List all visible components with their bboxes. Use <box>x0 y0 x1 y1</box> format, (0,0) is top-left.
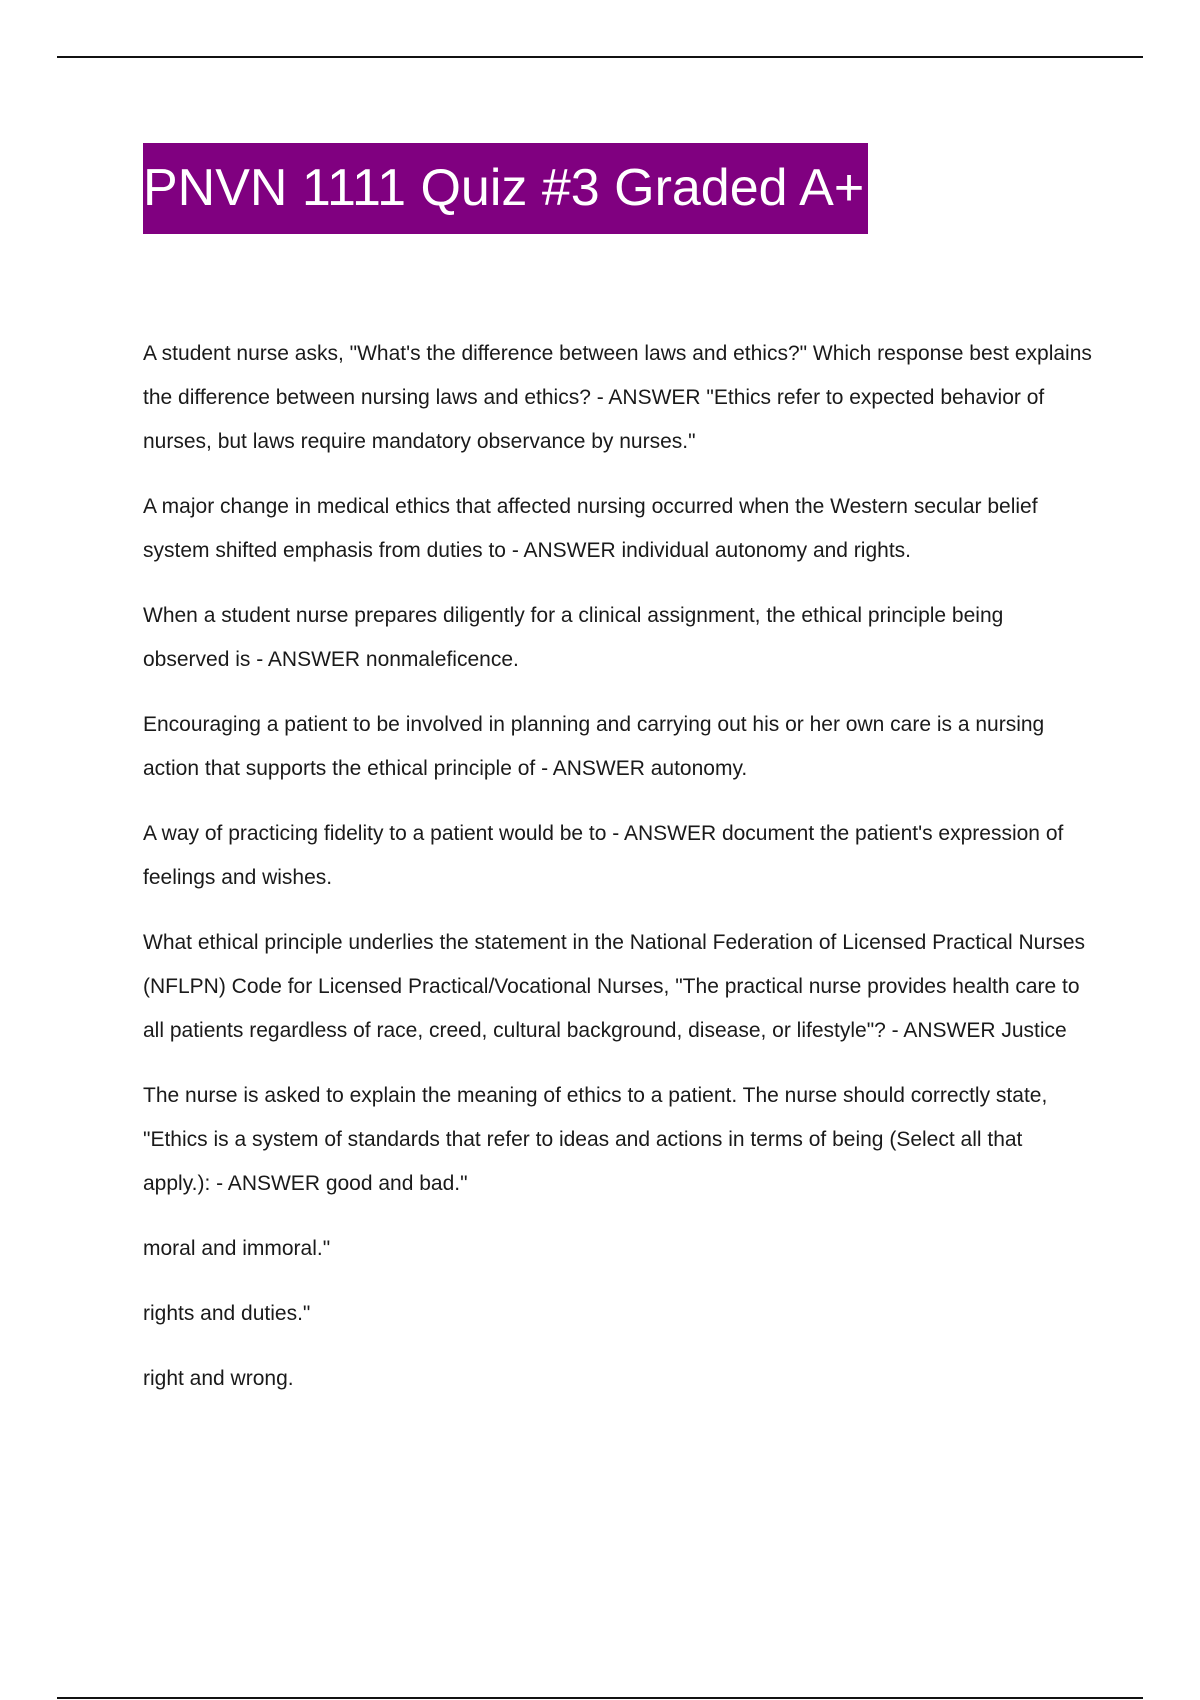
bottom-divider <box>57 1697 1143 1699</box>
title-block <box>143 143 868 234</box>
answer-option-2: rights and duties." <box>143 1302 311 1325</box>
answer-option-3: right and wrong. <box>143 1367 294 1390</box>
question-answer-4: Encouraging a patient to be involved in planning and carrying out his or her own care is a nursing action that supports the ethical principle of - ANSWER autonomy. <box>143 713 1045 780</box>
question-answer-3: When a student nurse prepares diligently for a clinical assignment, the ethical principle being observed is - ANSWER nonmaleficence. <box>143 604 1004 671</box>
question-answer-1: A student nurse asks, "What's the difference between laws and ethics?" Which response best explains the difference between nursing laws and ethics? - ANSWER "Ethics refer to expected behavior of nurses, but laws require mandatory observance by nurses." <box>143 342 1092 453</box>
question-answer-2: A major change in medical ethics that affected nursing occurred when the Western secular belief system shifted emphasis from duties to - ANSWER individual autonomy and rights. <box>143 495 1038 562</box>
page-title: PNVN 1111 Quiz #3 Graded A+ <box>143 143 868 234</box>
question-answer-5: A way of practicing fidelity to a patient would be to - ANSWER document the patient's expression of feelings and wishes. <box>143 822 1064 889</box>
top-divider <box>57 56 1143 58</box>
question-answer-7: The nurse is asked to explain the meaning of ethics to a patient. The nurse should correctly state, "Ethics is a system of standards that refer to ideas and actions in terms of being (Select all that apply.): - ANSWER good and bad." <box>143 1084 1048 1195</box>
answer-option-1: moral and immoral." <box>143 1237 331 1260</box>
quiz-content <box>143 332 1093 1422</box>
question-answer-6: What ethical principle underlies the statement in the National Federation of Licensed Practical Nurses (NFLPN) Code for Licensed Practical/Vocational Nurses, "The practical nurse provides health care to all patients regardless of race, creed, cultural background, disease, or lifestyle"? - ANSWER Justice <box>143 931 1085 1042</box>
